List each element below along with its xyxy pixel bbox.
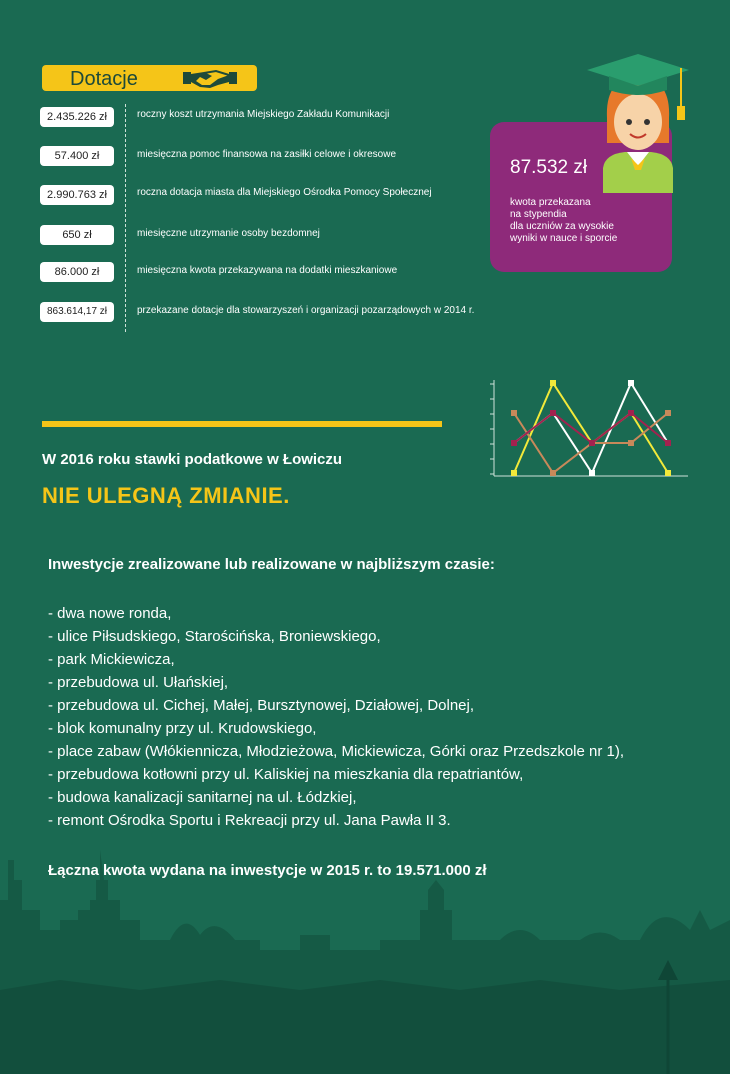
chart-point: [589, 440, 595, 446]
chart-point: [665, 410, 671, 416]
list-item: - blok komunalny przy ul. Krudowskiego,: [48, 720, 317, 737]
chart-point: [665, 440, 671, 446]
dotacje-title: Dotacje: [70, 68, 138, 90]
dotacje-value-6: 863.614,17 zł: [40, 302, 114, 322]
chart-ticks: [490, 384, 494, 474]
list-item: - park Mickiewicza,: [48, 651, 175, 668]
dotacje-desc-3: roczna dotacja miasta dla Miejskiego Ośrodka Pomocy Społecznej: [137, 187, 432, 198]
list-item: - ulice Piłsudskiego, Starościńska, Broniewskiego,: [48, 628, 381, 645]
chart-point: [628, 440, 634, 446]
handshake-icon: [182, 67, 238, 89]
investments-heading: Inwestycje zrealizowane lub realizowane w najbliższym czasie:: [48, 556, 495, 573]
dotacje-desc-4: miesięczne utrzymanie osoby bezdomnej: [137, 228, 320, 239]
dotacje-value-3: 2.990.763 zł: [40, 185, 114, 205]
chart-series: [511, 380, 671, 476]
divider-dashed-line: [125, 104, 126, 332]
dotacje-value-1: 2.435.226 zł: [40, 107, 114, 127]
tax-statement: W 2016 roku stawki podatkowe w Łowiczu: [42, 451, 343, 468]
dotacje-desc-1: roczny koszt utrzymania Miejskiego Zakładu Komunikacji: [137, 109, 390, 120]
list-item: - przebudowa ul. Ułańskiej,: [48, 674, 229, 691]
chart-point: [511, 440, 517, 446]
chart-point: [511, 410, 517, 416]
dotacje-value-5: 86.000 zł: [40, 262, 114, 282]
chart-point: [550, 470, 556, 476]
graduate-student-icon: [585, 48, 690, 193]
list-item: - dwa nowe ronda,: [48, 605, 172, 622]
dotacje-desc-2: miesięczna pomoc finansowa na zasiłki celowe i okresowe: [137, 149, 397, 160]
tax-headline: NIE ULEGNĄ ZMIANIE.: [42, 483, 290, 508]
city-skyline-illustration: [0, 840, 730, 1074]
stipend-amount: 87.532 zł: [510, 157, 588, 178]
chart-series-line: [514, 383, 668, 473]
decorative-line-chart: [480, 378, 690, 482]
chart-point: [550, 380, 556, 386]
stipend-desc-line: dla uczniów za wysokie: [510, 221, 614, 232]
dotacje-value-4: 650 zł: [40, 225, 114, 245]
list-item: - remont Ośrodka Sportu i Rekreacji przy ul. Jana Pawła II 3.: [48, 812, 451, 829]
chart-point: [628, 380, 634, 386]
chart-point: [589, 470, 595, 476]
list-item: - budowa kanalizacji sanitarnej na ul. Łódzkiej,: [48, 789, 357, 806]
chart-point: [550, 410, 556, 416]
investments-list: [48, 602, 624, 832]
stipend-desc-line: na stypendia: [510, 209, 567, 220]
dotacje-header: [42, 65, 257, 91]
stipend-desc-line: kwota przekazana: [510, 197, 591, 208]
list-item: - przebudowa ul. Cichej, Małej, Bursztynowej, Działowej, Dolnej,: [48, 697, 475, 714]
investments-total: Łączna kwota wydana na inwestycje w 2015 r. to 19.571.000 zł: [48, 862, 487, 879]
chart-point: [665, 470, 671, 476]
stipend-desc-line: wyniki w nauce i sporcie: [510, 233, 618, 244]
yellow-divider: [42, 421, 442, 427]
dotacje-desc-6: przekazane dotacje dla stowarzyszeń i organizacji pozarządowych w 2014 r.: [137, 305, 475, 316]
chart-point: [628, 410, 634, 416]
list-item: - przebudowa kotłowni przy ul. Kaliskiej na mieszkania dla repatriantów,: [48, 766, 524, 783]
dotacje-value-2: 57.400 zł: [40, 146, 114, 166]
chart-point: [511, 470, 517, 476]
list-item: - place zabaw (Włókiennicza, Młodzieżowa, Mickiewicza, Górki oraz Przedszkole nr 1),: [48, 743, 625, 760]
chart-series-line: [514, 383, 668, 473]
stipend-description: [510, 197, 617, 245]
dotacje-desc-5: miesięczna kwota przekazywana na dodatki mieszkaniowe: [137, 265, 398, 276]
